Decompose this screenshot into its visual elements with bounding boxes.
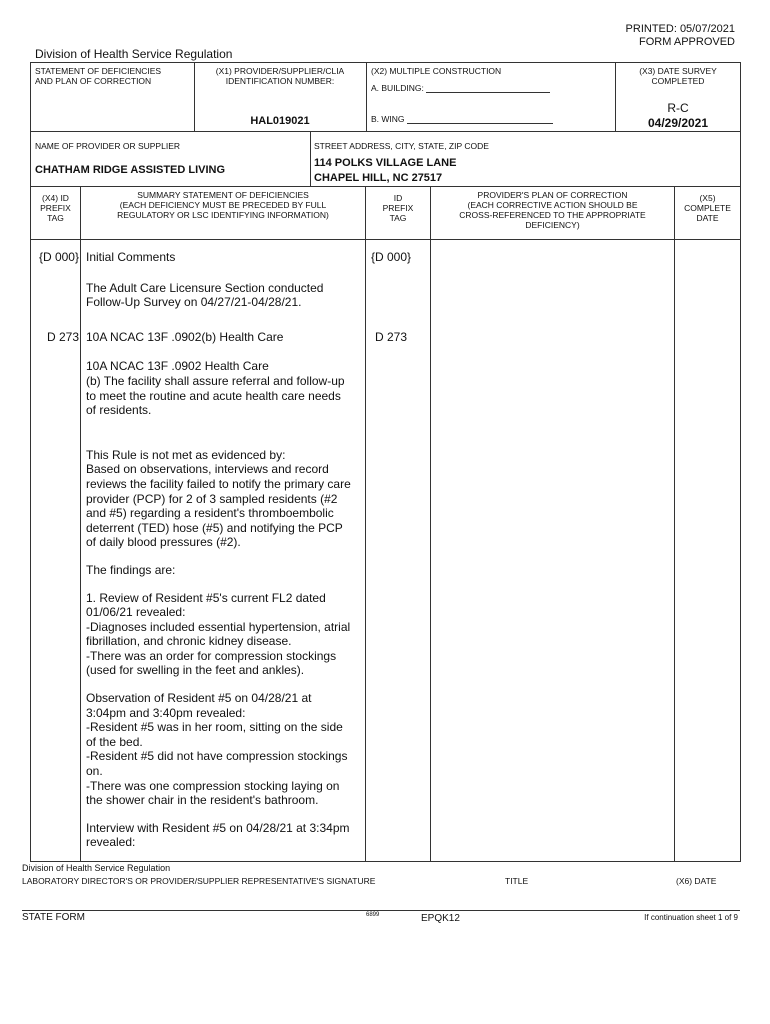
address-line1: 114 POLKS VILLAGE LANE (314, 157, 457, 169)
building-field (426, 83, 550, 93)
summary-header-line3: REGULATORY OR LSC IDENTIFYING INFORMATION) (117, 210, 329, 220)
provider-address (314, 156, 456, 186)
statement-label-line1: STATEMENT OF DEFICIENCIES (35, 66, 162, 76)
findings-heading: The findings are: (86, 562, 176, 577)
building-row (371, 83, 550, 93)
plan-header-line4: DEFICIENCY) (525, 220, 580, 230)
x4-header-line2: PREFIX (40, 203, 71, 213)
footer-division: Division of Health Service Regulation (22, 863, 171, 873)
printed-date: PRINTED: 05/07/2021 (625, 23, 735, 35)
x4-header-line1: (X4) ID (42, 193, 69, 203)
summary-header-line1: SUMMARY STATEMENT OF DEFICIENCIES (137, 190, 309, 200)
plan-header-line1: PROVIDER'S PLAN OF CORRECTION (477, 190, 628, 200)
tag-d273-left: D 273 (46, 330, 79, 344)
deficiency-text (86, 250, 364, 862)
form-approved: FORM APPROVED (639, 36, 735, 48)
id-header-line2: PREFIX (382, 203, 414, 213)
form-code: 6899 (366, 912, 380, 918)
x1-label (196, 66, 364, 86)
survey-paragraph: The Adult Care Licensure Section conducted Follow-Up Survey on 04/27/21-04/28/21. (86, 280, 324, 310)
continuation-note: If continuation sheet 1 of 9 (644, 913, 738, 922)
wing-field (407, 114, 553, 124)
x6-date-label: (X6) DATE (676, 876, 717, 886)
id-header-line3: TAG (389, 213, 407, 223)
fl2-review-paragraph: 1. Review of Resident #5's current FL2 dated 01/06/21 revealed: -Diagnoses included essential hypertension, atrial fibrillation, and chronic kidney disease. -There was an order for compression stockings (used for swelling in the feet and ankles). (86, 590, 351, 678)
plan-header-line3: CROSS-REFERENCED TO THE APPROPRIATE (459, 210, 646, 220)
id-header-line1: ID (393, 193, 403, 203)
tag-d273-right: D 273 (375, 330, 408, 344)
observation-paragraph: Observation of Resident #5 on 04/28/21 at 3:04pm and 3:40pm revealed: -Resident #5 was in her room, sitting on the side of the bed. -Resident #5 did not have compression stockings on. -There was one compression stocking laying on the shower chair in the resident's bathroom. (86, 691, 348, 808)
x5-header (675, 193, 740, 223)
tag-d000-right: {D 000} (371, 250, 412, 264)
interview-paragraph: Interview with Resident #5 on 04/28/21 at 3:34pm revealed: (86, 820, 350, 850)
x2-label: (X2) MULTIPLE CONSTRUCTION (371, 66, 502, 76)
x1-label-line1: (X1) PROVIDER/SUPPLIER/CLIA (215, 66, 345, 76)
summary-header (81, 190, 365, 220)
plan-header-line2: (EACH CORRECTIVE ACTION SHOULD BE (467, 200, 638, 210)
plan-header (431, 190, 674, 230)
provider-name: CHATHAM RIDGE ASSISTED LIVING (35, 164, 226, 176)
initial-comments: Initial Comments (86, 250, 176, 264)
print-header (626, 23, 735, 49)
x1-label-line2: IDENTIFICATION NUMBER: (225, 76, 335, 86)
wing-row (371, 114, 553, 124)
summary-header-line2: (EACH DEFICIENCY MUST BE PRECEDED BY FULL (119, 200, 327, 210)
id-header (366, 193, 430, 223)
x5-header-line3: DATE (696, 213, 719, 223)
address-line2: CHAPEL HILL, NC 27517 (314, 172, 443, 184)
title-label: TITLE (505, 876, 529, 886)
survey-code: R-C (667, 101, 689, 115)
x4-header (31, 193, 80, 223)
rule-title: 10A NCAC 13F .0902(b) Health Care (86, 329, 284, 344)
statement-label-line2: AND PLAN OF CORRECTION (35, 76, 152, 86)
statement-label (35, 66, 161, 86)
x5-header-line1: (X5) (699, 193, 716, 203)
state-form-label: STATE FORM (22, 912, 85, 923)
provider-label: NAME OF PROVIDER OR SUPPLIER (35, 141, 180, 151)
building-label: A. BUILDING: (371, 83, 424, 93)
provider-id: HAL019021 (250, 115, 310, 127)
x5-header-line2: COMPLETE (684, 203, 731, 213)
rule-paragraph: 10A NCAC 13F .0902 Health Care (b) The facility shall assure referral and follow-up to meet the routine and acute health care needs of residents. (86, 359, 345, 418)
x3-label-line2: COMPLETED (651, 76, 705, 86)
signature-label: LABORATORY DIRECTOR'S OR PROVIDER/SUPPLIER REPRESENTATIVE'S SIGNATURE (22, 876, 376, 886)
tag-d000-left: {D 000} (38, 250, 79, 264)
x4-header-line3: TAG (47, 213, 64, 223)
division-title: Division of Health Service Regulation (35, 47, 233, 61)
address-label: STREET ADDRESS, CITY, STATE, ZIP CODE (314, 141, 489, 151)
x3-label (617, 66, 739, 86)
footer-rule (22, 910, 740, 911)
wing-label: B. WING (371, 114, 405, 124)
survey-date: 04/29/2021 (647, 116, 709, 130)
x3-label-line1: (X3) DATE SURVEY (639, 66, 717, 76)
event-id: EPQK12 (421, 913, 460, 924)
evidence-paragraph: This Rule is not met as evidenced by: Based on observations, interviews and record reviews the facility failed to notify the primary care provider (PCP) for 2 of 3 sampled residents (#2 and #5) regarding a resident's thromboembolic deterrent (TED) hose (#5) and notifying the PCP of daily blood pressures (#2). (86, 447, 351, 550)
